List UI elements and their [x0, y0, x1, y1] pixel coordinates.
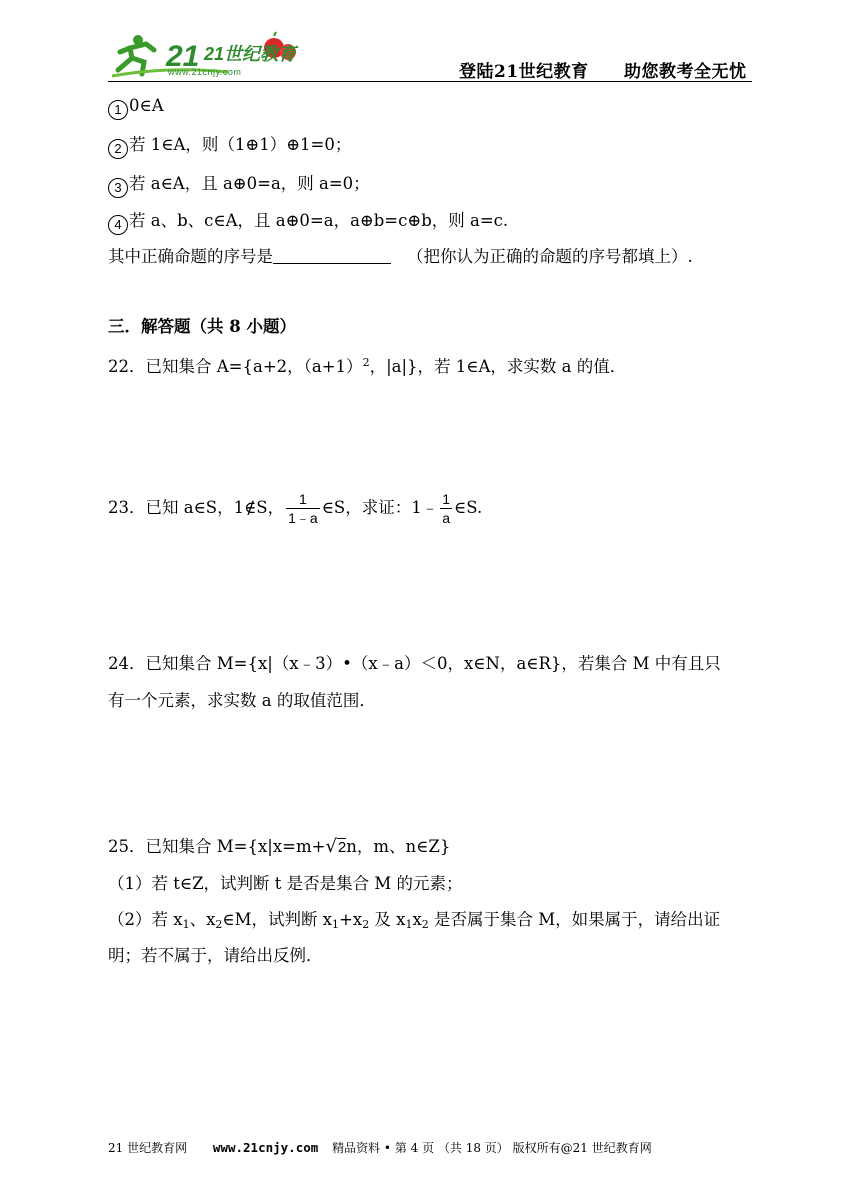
q21-item-3-text: 若 a∈A，且 a⊕0=a，则 a=0；	[129, 174, 370, 193]
circled-number-3: 3	[108, 178, 128, 198]
q25-p2-b: 、x	[189, 910, 216, 929]
q21-item-2-text: 若 1∈A，则（1⊕1）⊕1=0；	[129, 135, 352, 154]
q25-sqrt-arg: 2	[337, 839, 347, 856]
header-tagline-right: 助您教考全无忧	[624, 62, 747, 82]
q25-p2-a: （2）若 x	[108, 910, 183, 929]
q23-suffix: ∈S.	[454, 498, 483, 517]
q23-mid: ∈S，求证：1﹣	[321, 498, 439, 517]
footer	[108, 1139, 652, 1156]
sub-1: 1	[405, 918, 413, 931]
sub-2: 2	[215, 918, 223, 931]
question-25-part-1: （1）若 t∈Z，试判断 t 是否是集合 M 的元素；	[108, 874, 463, 893]
q23-frac1-den: 1﹣a	[288, 510, 318, 526]
sqrt-symbol: √	[325, 836, 337, 857]
q21-item-2	[108, 134, 351, 159]
q23-fraction-2	[440, 490, 452, 527]
q25-p2-e: 及 x	[369, 910, 406, 929]
q23-fraction-1	[286, 490, 320, 527]
q25-prefix: 25．已知集合 M={x|x=m+	[108, 837, 326, 856]
q21-item-4	[108, 210, 508, 235]
answer-blank[interactable]	[273, 247, 391, 264]
q21-prompt-before: 其中正确命题的序号是	[108, 247, 273, 266]
footer-site-name: 21 世纪教育网	[108, 1141, 188, 1155]
logo-url: www.21cnjy.com	[168, 67, 242, 77]
q25-p2-f: x	[412, 910, 422, 929]
sub-2: 2	[362, 918, 370, 931]
q25-p2-g: 是否属于集合 M，如果属于，请给出证	[428, 910, 721, 929]
q23-frac2-num: 1	[442, 491, 451, 507]
footer-text: 精品资料 • 第 4 页 （共 18 页） 版权所有@21 世纪教育网	[332, 1141, 652, 1155]
q21-item-1	[108, 95, 164, 120]
q21-item-1-text: 0∈A	[129, 96, 164, 115]
q21-item-3	[108, 173, 370, 198]
svg-text:21: 21	[166, 40, 200, 73]
question-25-part-2	[108, 909, 720, 936]
q23-prefix: 23．已知 a∈S，1∉S，	[108, 498, 285, 517]
q25-p2-c: ∈M，试判断 x	[222, 910, 333, 929]
sub-1: 1	[182, 918, 190, 931]
circled-number-1: 1	[108, 100, 128, 120]
header-tagline-left: 登陆21世纪教育	[459, 62, 589, 82]
q22-text: 22．已知集合 A={a+2，（a+1）	[108, 357, 363, 376]
question-25-line-3: 明；若不属于，请给出反例．	[108, 946, 323, 965]
q21-prompt-after: （把你认为正确的命题的序号都填上）.	[407, 247, 693, 266]
q25-suffix: n，m、n∈Z}	[346, 837, 451, 856]
section-title: 三．解答题（共 8 小题）	[108, 317, 296, 336]
circled-number-4: 4	[108, 215, 128, 235]
circled-number-2: 2	[108, 139, 128, 159]
question-24-line-2: 有一个元素，求实数 a 的取值范围．	[108, 691, 376, 710]
q21-item-4-text: 若 a、b、c∈A，且 a⊕0=a，a⊕b=c⊕b，则 a=c.	[129, 211, 509, 230]
question-24-line-1: 24．已知集合 M={x|（x﹣3）•（x﹣a）＜0，x∈N，a∈R}，若集合 M 中有且只	[108, 654, 721, 673]
sub-2: 2	[421, 918, 429, 931]
q23-frac1-num: 1	[286, 490, 320, 509]
question-25	[108, 836, 450, 859]
question-23	[108, 490, 482, 527]
logo-title: 21世纪教育	[204, 44, 297, 64]
question-22	[108, 352, 626, 378]
q21-prompt	[108, 246, 693, 268]
logo	[108, 30, 308, 80]
sub-1: 1	[332, 918, 340, 931]
q25-p2-d: +x	[339, 910, 363, 929]
q23-frac2-den: a	[442, 510, 451, 526]
q22-text-2: ，|a|}，若 1∈A，求实数 a 的值．	[369, 357, 627, 376]
q22-exponent: 2	[362, 356, 370, 369]
header-divider	[108, 81, 752, 82]
footer-url[interactable]: www.21cnjy.com	[212, 1140, 319, 1155]
